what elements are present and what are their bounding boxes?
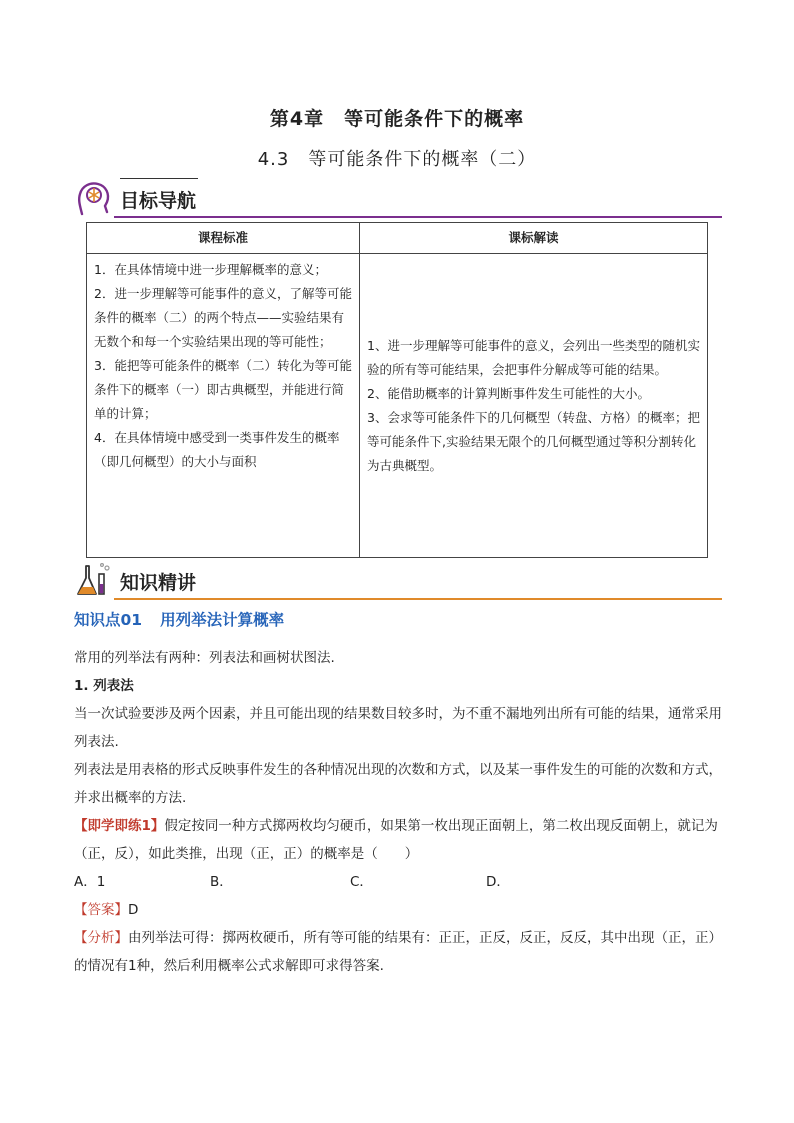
section-title: 4.3 等可能条件下的概率（二）: [257, 149, 537, 170]
section-rule: [114, 598, 722, 600]
knowledge-point-title: [74, 608, 284, 630]
course-standards-cell: [87, 254, 360, 558]
brain-head-icon: [74, 178, 114, 218]
header-top-line: [120, 178, 198, 179]
list-item: 1．在具体情境中进一步理解概率的意义；: [94, 262, 327, 277]
list-item: 4．在具体情境中感受到一类事件发生的概率（即几何概型）的大小与面积: [94, 430, 340, 469]
list-item: 2．进一步理解等可能事件的意义，了解等可能条件的概率（二）的两个特点——实验结果有无数个和每一个实验结果出现的等可能性；: [94, 286, 352, 349]
exercise-text: 假定按同一种方式掷两枚均匀硬币，如果第一枚出现正面朝上，第二枚出现反面朝上，就记为（正，反），如此类推，出现（正，正）的概率是（ ）: [74, 818, 718, 862]
analysis-text: 由列举法可得：掷两枚硬币，所有等可能的结果有：正正，正反，反正，反反，其中出现（正，正）的情况有1种，然后利用概率公式求解即可求得答案.: [74, 930, 722, 974]
section-name: 目标导航: [120, 190, 197, 212]
flask-icon: [74, 560, 114, 600]
section-header-goals: [74, 178, 722, 218]
answer-options: [74, 868, 722, 896]
table-header: 课标解读: [360, 223, 708, 254]
list-item: 1、进一步理解等可能事件的意义，会列出一些类型的随机实验的所有等可能结果，会把事件分解成等可能的结果。: [367, 337, 700, 377]
knowledge-point-name: 用列举法计算概率: [160, 611, 285, 629]
answer-value: D: [128, 902, 139, 918]
option-b: B．: [210, 874, 233, 890]
list-item: 3．能把等可能条件的概率（二）转化为等可能条件下的概率（一）即古典概型，并能进行简单的计算；: [94, 358, 352, 421]
list-item: 3、会求等可能条件下的几何概型（转盘、方格）的概率；把等可能条件下,实验结果无限个的几何概型通过等积分割转化为古典概型。: [367, 409, 700, 473]
standards-interpretation-cell: [360, 254, 708, 558]
option-c: C．: [350, 874, 373, 890]
table-row: [87, 254, 708, 558]
option-d: D．: [486, 874, 510, 890]
list-item: 2、能借助概率的计算判断事件发生可能性的大小。: [367, 385, 650, 401]
paragraph: 当一次试验要涉及两个因素，并且可能出现的结果数目较多时，为不重不漏地列出所有可能的结果，通常采用列表法.: [74, 706, 722, 750]
section-rule: [114, 216, 722, 218]
answer: [74, 896, 722, 924]
section-header-knowledge: [74, 560, 722, 600]
analysis-tag: 【分析】: [74, 930, 128, 946]
exercise-tag: 【即学即练1】: [74, 818, 165, 834]
answer-tag: 【答案】: [74, 902, 128, 918]
analysis: [74, 924, 722, 980]
exercise: [74, 812, 722, 868]
table-header-row: [87, 223, 708, 254]
table-header: 课程标准: [87, 223, 360, 254]
knowledge-point-label: 知识点01: [74, 611, 143, 629]
subheading: 1. 列表法: [74, 678, 134, 694]
section-name: 知识精讲: [120, 572, 197, 594]
standards-table: [86, 222, 708, 558]
option-a: A．1: [74, 874, 106, 890]
chapter-title: 第4章 等可能条件下的概率: [269, 108, 525, 130]
intro-text: 常用的列举法有两种：列表法和画树状图法.: [74, 650, 335, 666]
content-body: [74, 644, 722, 980]
paragraph: 列表法是用表格的形式反映事件发生的各种情况出现的次数和方式，以及某一事件发生的可能的次数和方式，并求出概率的方法.: [74, 762, 722, 806]
